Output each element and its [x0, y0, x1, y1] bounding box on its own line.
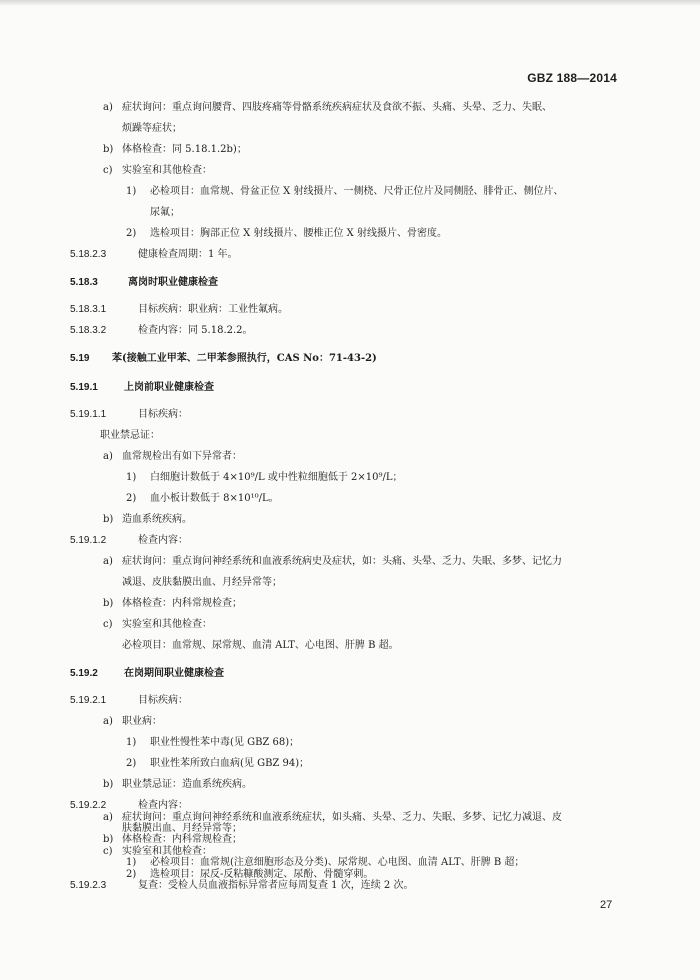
list-marker: 2)	[126, 758, 137, 770]
text-line: 血常规检出有如下异常者：	[122, 451, 242, 463]
section-number: 5.18.3.2	[70, 325, 107, 336]
text-line: 复查：受检人员血液指标异常者应每周复查 1 次，连续 2 次。	[138, 880, 414, 891]
text-line: 白细胞计数低于 4×10⁹/L 或中性粒细胞低于 2×10⁹/L；	[150, 472, 403, 484]
section-heading: 在岗期间职业健康检查	[124, 667, 224, 679]
text-line: 肤黏膜出血、月经异常等；	[122, 823, 242, 834]
list-marker: a)	[103, 811, 113, 823]
section-number: 5.18.3	[70, 276, 98, 288]
text-line: 尿氟；	[150, 207, 180, 219]
section-number: 5.18.2.3	[70, 249, 107, 261]
section-number: 5.19.1	[70, 381, 98, 393]
text-line: 体格检查：内科常规检查；	[122, 598, 242, 610]
text-line: 健康检查周期：1 年。	[138, 249, 238, 261]
list-marker: a)	[103, 556, 113, 568]
list-marker: a)	[103, 102, 113, 113]
list-marker: 1)	[126, 472, 137, 484]
text-line: 必检项目：血常规、骨盆正位 X 射线摄片、一侧桡、尺骨正位片及同侧胫、腓骨正、侧位片、	[150, 186, 564, 198]
list-marker: b)	[103, 834, 114, 846]
list-marker: 1)	[126, 857, 137, 869]
list-marker: c)	[103, 845, 113, 857]
scan-edge	[0, 0, 700, 6]
page-number: 27	[600, 899, 613, 911]
list-marker: c)	[103, 165, 113, 177]
list-marker: 1)	[126, 737, 137, 749]
text-line: 减退、皮肤黏膜出血、月经异常等；	[122, 577, 282, 589]
text-line: 必检项目：血常规(注意细胞形态及分类)、尿常规、心电图、血清 ALT、肝脾 B 超；	[150, 857, 525, 869]
text-line: 目标疾病：	[138, 409, 188, 421]
text-line: 职业禁忌证：造血系统疾病。	[122, 779, 252, 791]
text-line: 体格检查：内科常规检查；	[122, 834, 242, 846]
section-heading: 离岗时职业健康检查	[128, 276, 218, 288]
standard-header: GBZ 188—2014	[527, 71, 617, 85]
text-line: 症状询问：重点询问腰背、四肢疼痛等骨骼系统疾病症状及食欲不振、头痛、头晕、乏力、失眠、	[122, 102, 552, 113]
list-marker: b)	[103, 144, 114, 155]
text-line: 检查内容：	[138, 800, 188, 812]
text-line: 体格检查：同 5.18.1.2b)；	[122, 144, 247, 155]
text-line: 职业禁忌证：	[100, 430, 160, 442]
text-line: 造血系统疾病。	[122, 514, 192, 526]
text-line: 检查内容：	[138, 535, 188, 547]
text-line: 职业病：	[122, 716, 162, 728]
list-marker: c)	[103, 619, 113, 631]
section-number: 5.19.2	[70, 667, 98, 679]
list-marker: b)	[103, 598, 114, 610]
section-number: 5.18.3.1	[70, 304, 107, 315]
section-number: 5.19.2.3	[70, 880, 107, 891]
text-line: 必检项目：血常规、尿常规、血清 ALT、心电图、肝脾 B 超。	[122, 640, 399, 652]
text-line: 选检项目：尿反-反粘糠酸测定、尿酚、骨髓穿刺。	[150, 868, 374, 880]
list-marker: b)	[103, 514, 114, 526]
list-marker: 2)	[126, 228, 137, 240]
list-marker: b)	[103, 779, 114, 791]
text-line: 实验室和其他检查：	[122, 845, 212, 857]
text-line: 血小板计数低于 8×10¹⁰/L。	[150, 493, 279, 505]
text-line: 目标疾病：职业病：工业性氟病。	[138, 304, 288, 315]
text-line: 选检项目：胸部正位 X 射线摄片、腰椎正位 X 射线摄片、骨密度。	[150, 228, 447, 240]
section-number: 5.19.2.2	[70, 800, 107, 812]
list-marker: 2)	[126, 868, 137, 880]
text-line: 目标疾病：	[138, 695, 188, 707]
text-line: 职业性苯所致白血病(见 GBZ 94)；	[150, 758, 310, 770]
section-heading: 上岗前职业健康检查	[124, 381, 214, 393]
section-number: 5.19	[70, 353, 90, 365]
list-marker: a)	[103, 451, 113, 463]
section-number: 5.19.1.2	[70, 535, 107, 547]
section-number: 5.19.1.1	[70, 409, 107, 421]
section-number: 5.19.2.1	[70, 695, 107, 707]
text-line: 实验室和其他检查：	[122, 619, 212, 631]
text-line: 职业性慢性苯中毒(见 GBZ 68)；	[150, 737, 300, 749]
text-line: 检查内容：同 5.18.2.2。	[138, 325, 253, 336]
text-line: 实验室和其他检查：	[122, 165, 212, 177]
text-line: 症状询问：重点询问神经系统和血液系统症状，如头痛、头晕、乏力、失眠、多梦、记忆力减退、皮	[122, 811, 562, 823]
list-marker: a)	[103, 716, 113, 728]
text-line: 烦躁等症状；	[122, 123, 182, 134]
text-line: 症状询问：重点询问神经系统和血液系统病史及症状，如：头痛、头晕、乏力、失眠、多梦、记忆力	[122, 556, 562, 568]
list-marker: 1)	[126, 186, 137, 198]
section-heading: 苯(接触工业甲苯、二甲苯参照执行，CAS No：71-43-2)	[112, 353, 377, 365]
list-marker: 2)	[126, 493, 137, 505]
